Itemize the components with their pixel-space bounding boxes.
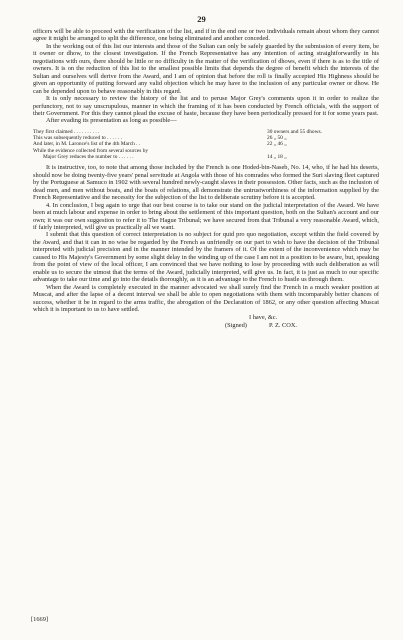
- salutation: I have, &c.: [249, 314, 278, 322]
- figures-row-label: Major Grey reduces the number to . . . . . .: [43, 154, 134, 161]
- figures-row-value: 22 „ 46 „: [267, 141, 287, 148]
- figures-table: [33, 129, 379, 160]
- figures-row-label: While the evidence collected from several sources by: [33, 147, 149, 154]
- figures-row-label: And later, in M. Laronce's list of the 4th March . .: [33, 141, 141, 148]
- paragraph: officers will be able to proceed with the verification of the list, and if in the end one or two individuals remain about whom they cannot agree it might be arranged to split the difference, one being eliminated and another conceded.: [33, 28, 379, 43]
- figures-row-label: They first claimed . . . . . . . . . .: [33, 128, 100, 135]
- signature-block: [33, 314, 379, 329]
- paragraph: 4. In conclusion, I beg again to urge that our best course is to take our stand on the judicial interpretation of the Award. We have been at much labour and expense in order to bring about the settlement of this important question, both on the Sultan's account and our own; it was our own suggestion to refer it to The Hague Tribunal; we have secured from that Tribunal a very reasonable Award, which, if fairly interpreted, will give us practically all we want.: [33, 201, 379, 231]
- paragraph: After evading its presentation as long as possible—: [46, 117, 177, 125]
- figures-row-label: This was subsequently reduced to . . . . . .: [33, 135, 122, 142]
- figures-row: [33, 154, 379, 160]
- signature-line: [225, 322, 379, 329]
- paragraph: When the Award is completely executed in the manner advocated we shall surely find the French in a much weaker position at Muscat, and after the lapse of a decent interval we shall be able to open negotiations with them with incomparably better chances of success, whether it be in regard to the arms traffic, the abrogation of the Declaration of 1862, or any other question affecting Muscat which it is important to us to have settled.: [33, 283, 379, 313]
- paragraph: I submit that this question of correct interpretation is no subject for quid pro quo negotiation, except within the field covered by the Award, and that it can in no wise be regarded by the French as unfriendly on our part to wish to have the decision of the Tribunal interpreted with judicial precision and in the manner intended by the framers of it. Of the extent of the inconvenience which may be caused to His Majesty's Government by some slight delay in the winding up of the case I am not in a position to be aware, but, speaking from the point of view of the local officer, I am convinced that we have nothing to lose by proceeding with such deliberation as will enable us to secure the utmost that the terms of the Award, judicially interpreted, will give us. In fact, it is just as much to our specific advantage to take our time and go into the details thoroughly, as it is an advantage to the French to hustle us through them.: [33, 231, 379, 284]
- paragraph: In the working out of this list our interests and those of the Sultan can only be safely guarded by the submission of every item, be it owner or dhow, to the closest investigation. If the French Representative has any intention of acting straightforwardly in his negotiations with ours, there should be little or no difficulty in the matter of the verification of dhows, even if there is as to the title of owners. It is on the reduction of this list to the smallest possible limits that depends the degree of benefit which the interests of the Sultan and ourselves will derive from the Award, and I am of opinion that before the roll is finally accepted His Highness should be given an opportunity of putting forward any valid objection which he may have to the inclusion of any particular owner or dhow. He can be depended upon to behave reasonably in this regard.: [33, 42, 379, 95]
- paragraph: It is instructive, too, to note that among those included by the French is one Hoded-bin-Naseb, No. 14, who, if he had his deserts, should now be doing twenty-five years' penal servitude at Angola with those of his comrades who formed the Suri slaving fleet captured by the Portuguese at Samuco in 1902 with several hundred newly-caught slaves in their possession. Other facts, such as the inclusion of dead men, and men without boats, and the boats of relations, all demonstrate the untrustworthiness of the information supplied by the French Representative and the necessity for the subjection of the list to deliberate scrutiny before it is accepted.: [33, 164, 379, 202]
- figures-row-value: 30 owners and 55 dhows.: [267, 128, 322, 135]
- signed-label: (Signed): [225, 321, 247, 329]
- figures-row-value: 26 „ 50 „: [267, 135, 287, 142]
- figures-row-value: 14 „ 18 „: [267, 154, 287, 161]
- footer-code: [1669]: [31, 616, 49, 623]
- document-body: [33, 28, 379, 329]
- page-number: 29: [197, 14, 206, 24]
- paragraph: It is only necessary to review the history of the list and to peruse Major Grey's comments upon it in order to realize the perfunctory, not to say unscrupulous, manner in which the framing of it has been conducted by French officials, with the support of their Government. For this they cannot plead the excuse of haste, because they have been periodically pressed for it for some years past.: [33, 95, 379, 117]
- signatory-name: P. Z. COX.: [269, 321, 298, 329]
